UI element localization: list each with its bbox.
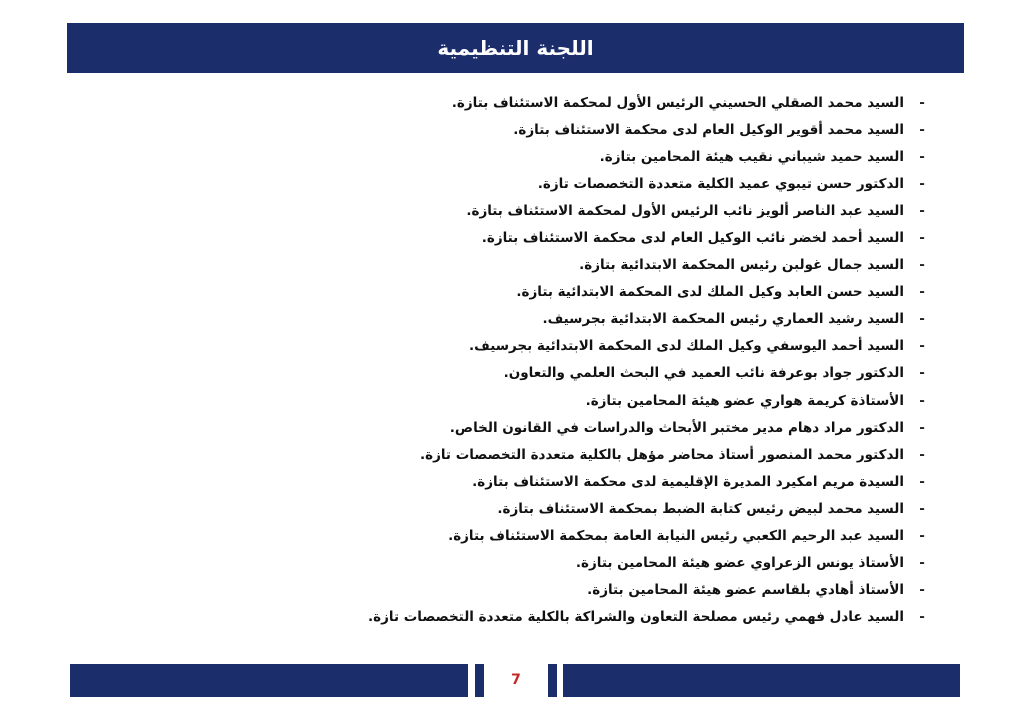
list-item — [330, 604, 930, 631]
member-text: السيد محمد لبيض رئيس كتابة الضبط بمحكمة الاستئناف بتازة. — [497, 500, 904, 517]
list-bullet: - — [919, 527, 925, 544]
member-text: السيد جمال غولبن رئيس المحكمة الابتدائية بتازة. — [579, 257, 904, 274]
list-item — [330, 90, 930, 117]
list-item — [330, 469, 930, 496]
list-bullet: - — [919, 338, 925, 355]
footer-divider-left — [475, 664, 484, 697]
list-item — [330, 360, 930, 387]
list-bullet: - — [919, 176, 925, 193]
list-item — [330, 550, 930, 577]
member-text: السيد أحمد اليوسفي وكيل الملك لدى المحكمة الابتدائية بجرسيف. — [469, 338, 904, 355]
list-bullet: - — [919, 419, 925, 436]
list-bullet: - — [919, 473, 925, 490]
footer-divider-right — [548, 664, 557, 697]
committee-member-list — [330, 90, 930, 631]
list-bullet: - — [919, 257, 925, 274]
list-item — [330, 171, 930, 198]
list-bullet: - — [919, 122, 925, 139]
list-item — [330, 333, 930, 360]
list-item — [330, 198, 930, 225]
list-bullet: - — [919, 203, 925, 220]
list-bullet: - — [919, 230, 925, 247]
list-bullet: - — [919, 608, 925, 625]
list-bullet: - — [919, 500, 925, 517]
list-bullet: - — [919, 95, 925, 112]
member-text: الدكتور جواد بوعرفة نائب العميد في البحث العلمي والتعاون. — [503, 365, 904, 382]
list-bullet: - — [919, 554, 925, 571]
list-item — [330, 415, 930, 442]
list-item — [330, 496, 930, 523]
member-text: الأستاذة كريمة هواري عضو هيئة المحامين بتازة. — [585, 392, 904, 409]
member-text: السيد حسن العابد وكيل الملك لدى المحكمة الابتدائية بتازة. — [516, 284, 904, 301]
list-item — [330, 388, 930, 415]
member-text: الأستاذ يونس الزعراوي عضو هيئة المحامين بتازة. — [575, 554, 904, 571]
member-text: السيد عبد الناصر ألويز نائب الرئيس الأول لمحكمة الاستئناف بتازة. — [466, 203, 904, 220]
member-text: السيد محمد أقوير الوكيل العام لدى محكمة الاستئناف بتازة. — [513, 122, 904, 139]
list-item — [330, 144, 930, 171]
member-text: السيد أحمد لخضر نائب الوكيل العام لدى محكمة الاستئناف بتازة. — [481, 230, 904, 247]
footer-bar-right — [563, 664, 960, 697]
page-title: اللجنة التنظيمية — [437, 36, 594, 60]
list-bullet: - — [919, 149, 925, 166]
page-number: 7 — [511, 672, 521, 688]
list-item — [330, 225, 930, 252]
member-text: الدكتور حسن تيبوي عميد الكلية متعددة التخصصات تازة. — [537, 176, 904, 193]
list-item — [330, 306, 930, 333]
list-item — [330, 117, 930, 144]
list-bullet: - — [919, 365, 925, 382]
member-text: السيد عبد الرحيم الكعبي رئيس النيابة العامة بمحكمة الاستئناف بتازة. — [448, 527, 904, 544]
list-bullet: - — [919, 581, 925, 598]
member-text: الدكتور مراد دهام مدير مختبر الأبحاث والدراسات في القانون الخاص. — [449, 419, 904, 436]
member-text: السيد حميد شيباني نقيب هيئة المحامين بتازة. — [599, 149, 904, 166]
list-item — [330, 252, 930, 279]
member-text: الدكتور محمد المنصور أستاذ محاضر مؤهل بالكلية متعددة التخصصات تازة. — [419, 446, 904, 463]
header-bar — [67, 23, 964, 73]
member-text: السيد رشيد العماري رئيس المحكمة الابتدائية بجرسيف. — [542, 311, 904, 328]
list-item — [330, 523, 930, 550]
list-bullet: - — [919, 284, 925, 301]
list-item — [330, 279, 930, 306]
member-text: السيدة مريم امكيرد المديرة الإقليمية لدى محكمة الاستئناف بتازة. — [472, 473, 904, 490]
member-text: الأستاذ أهادي بلقاسم عضو هيئة المحامين بتازة. — [587, 581, 904, 598]
footer-bar-left — [70, 664, 468, 697]
list-bullet: - — [919, 392, 925, 409]
member-text: السيد محمد الصقلي الحسيني الرئيس الأول لمحكمة الاستئناف بتازة. — [451, 95, 904, 112]
member-text: السيد عادل فهمي رئيس مصلحة التعاون والشراكة بالكلية متعددة التخصصات تازة. — [368, 608, 904, 625]
list-bullet: - — [919, 311, 925, 328]
list-bullet: - — [919, 446, 925, 463]
list-item — [330, 442, 930, 469]
list-item — [330, 577, 930, 604]
